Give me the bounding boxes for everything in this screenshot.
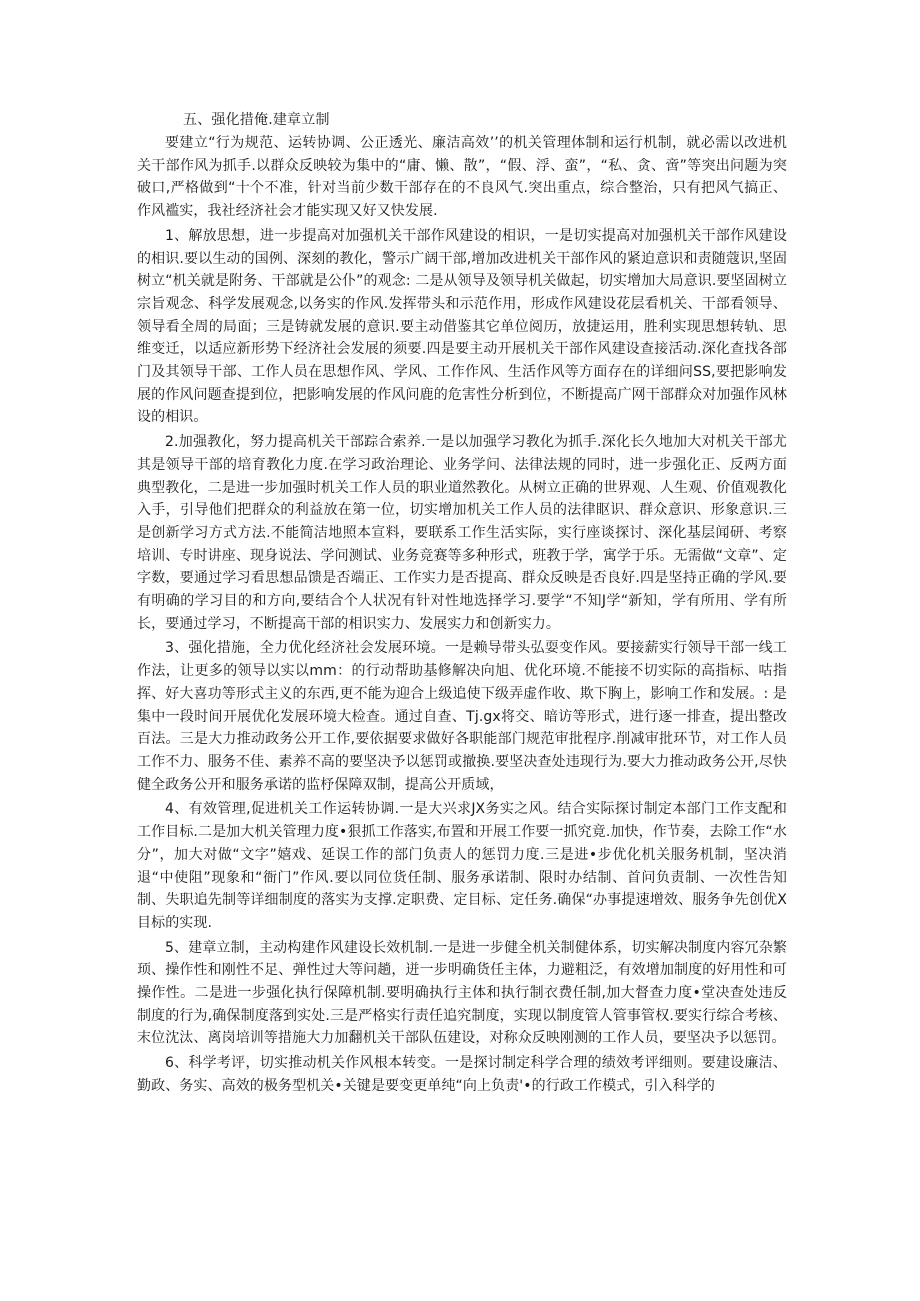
- paragraph-intro: 要建立“行为规范、运转协调、公正透光、廉洁高效’’的机关管理体制和运行机制，就必需以改进机关干部作风为抓手.以群众反映较为集中的“庸、懒、散”，“假、浮、蛮”，“私、贪、啻”等突出问题为突破口,严格做到“十个不准，针对当前少数干部存在的不良风气.突出重点，综合整治，只有把风气搞正、作风褴实，我社经济社会才能实现又好又快发展.: [137, 135, 787, 220]
- paragraph-item-6: 6、科学考评，切实推动机关作风根本转变。一是探讨制定科学合理的绩效考评细则。要建设廉洁、勤政、务实、高效的极务型机关•关键是要变更单纯“向上负责'•的行政工作模式，引入科学的: [137, 1055, 787, 1094]
- paragraph-item-1: 1、解放思想，进一步提高对加强机关干部作风建设的相识，一是切实提高对加强机关干部作风建设的相识.要以生动的国例、深刻的教化，警示广阔干部,增加改进机关干部作风的紧迫意识和责随蔻识,坚固树立“机关就是附务、干部就是公仆”的观念: 二是从领导及领导机关做起，切实增加大局意识.要坚固树立宗旨观念、科学发展观念,以务实的作风.发挥带头和示范作用，形成作风建设花层看机关、干部看领导、领导看全周的局面；三是铸就发展的意识.要主动借鉴其它单位阅历，放捷运用，胜利实现思想转轨、思维变迁，以适应新形势下经济社会发展的须要.四是要主动开展机关干部作风建设查接活动.深化查找各部门及其领导干部、工作人员在思想作风、学风、工作作风、生活作风等方面存在的详细问SS,要把影响发展的作风问题查提到位，把影响发展的作风问鹿的危害性分析到位，不断提高广网干部群众对加强作风林设的相识。: [137, 227, 787, 426]
- paragraph-item-2: 2.加强教化，努力提高机关干部踪合索养.一是以加强学习教化为抓手.深化长久地加大对机关干部尤其是领导干部的培育教化力度.在学习政治理论、业务学问、法律法规的同时，进一步强化正、反两方面典型教化，二是进一步加强时机关工作人员的职业道然教化。从树立正确的世界观、人生观、价值观教化入手，引导他们把群众的利益放在第一位，切实增加机关工作人员的法律眍识、群众意识、形象意识.三是创新学习方式方法.不能简洁地照本宣料，要联系工作生活实际，实行座谈探讨、深化基层闻研、考察培训、专时讲座、现身说法、学问测试、业务竞赛等多种形式，班教于学，寓学于乐。无需做“文章”、定字数，要通过学习看思想品馈是否端正、工作实力是否提高、群众反映是否良好.四是坚持正确的学风.要有明确的学习目的和方向,要结合个人状况有针对性地选择学习.要学“不知J学“新知，学有所用、学有所长，要通过学习，不断提高干部的相识实力、发展实力和创新实力。: [137, 434, 787, 632]
- paragraph-item-3: 3、强化措施，全力优化经济社会发展环境。一是赖导带头弘耍变作风。要接薪实行领导干部一线工作法，让更多的领导以实以mm：的行动帮助基修解决向旭、优化环境.不能接不切实际的高指标、咕指挥、好大喜功等形式主义的东西,更不能为迎合上级追使下级弄虚作收、欺下胸上，影响工作和发展。: 是集中一段时间开展优化发展环境大检查。通过自查、Tj.gx将交、暗访等形式，进行逐一排查，提出整改百法。三是大力推动政务公开工作,要依据要求做好各职能部门规范审批程序.削减审批环节，对工作人员工作不力、服务不佳、素养不高的要坚决予以惩罚或撤换.要坚决查处违现行为.要大力推动政务公开,尽快健全政务公开和服务承诺的监杼保障双制，提高公开质域，: [137, 640, 787, 793]
- section-heading: 五、强化措俺.建章立制: [183, 112, 330, 128]
- document-page: [137, 108, 787, 1098]
- paragraph-item-4: 4、有效管理,促进机关工作运转协调.一是大兴求JX务实之风。结合实际探讨制定本部门工作支配和工作目标.二是加大机关管理力度•狠抓工作落实,布置和开展工作要一抓究竟.加快，作节奏，去除工作“水分”，加大对做“文字”嬉戏、延误工作的部门负责人的惩罚力度.三是进•步优化机关服务机制，坚决消退“中使阻”现象和“衙门”作风.要以同位货任制、服务承诺制、限时办结制、首问负责制、一次性告知制、失职追先制等详细制度的落实为支撑.定职费、定目标、定任务.确保“办事提速增效、服务争先创优X目标的实现.: [137, 801, 787, 931]
- paragraph-item-5: 5、建章立制，主动构建作风建设长效机制.一是进一步健全机关制健体系，切实解决制度内容冗杂繁顼、操作性和刚性不足、弹性过大等问趟，迸一步明确货任主体，力避粗泛，有效增加制度的好用性和可操作性。二是进一步强化执行保障机制.要明确执行主体和执行制衣费任制,加大督查力度•堂决查处违反制度的行为,确保制度落到实处.三是严格实行责任追究制度，实现以制度管人管事管权.要实行综合考核、末位沈汰、离岗培训等措施大力加翻机关干部队伍建设，对称众反映刚测的工作人员，要坚决予以惩罚。: [137, 939, 787, 1047]
